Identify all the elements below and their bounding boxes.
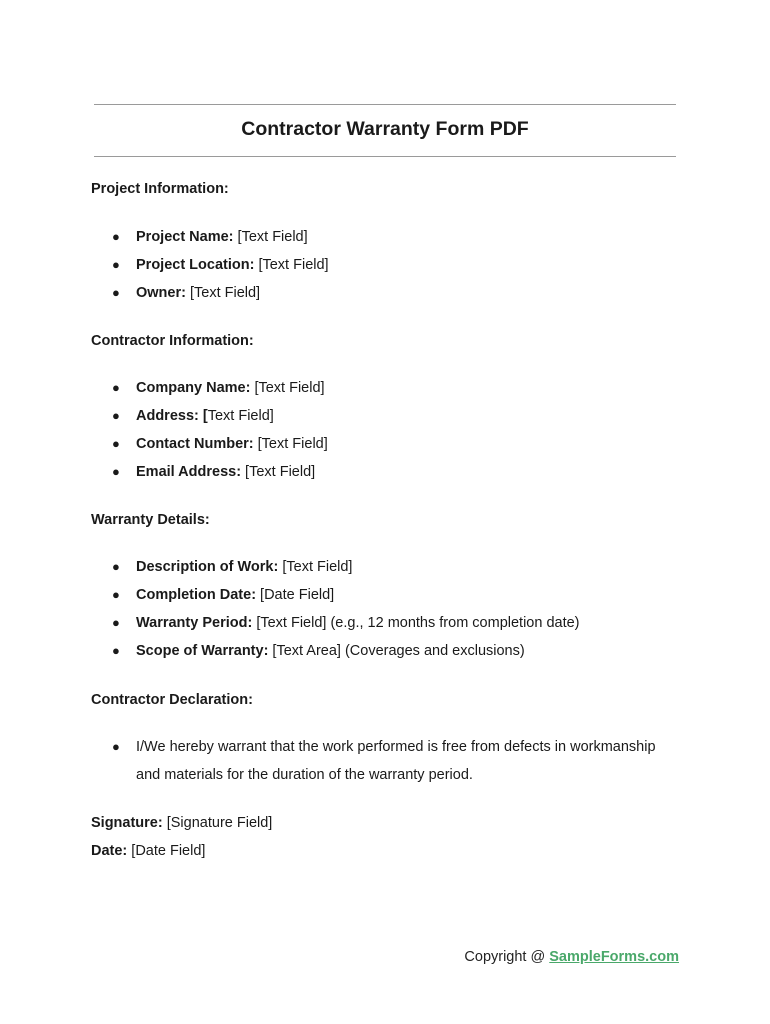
field-value: [Text Field] [253,436,328,452]
copyright-prefix: Copyright @ [464,949,550,965]
signature-value: [Signature Field] [162,815,273,831]
field-value: [Text Field] [250,380,325,396]
field-label: Warranty Period: [136,615,253,631]
field-label: Email Address: [136,464,242,480]
field-value: [Date Field] [256,587,335,603]
bullet-icon: ● [112,436,120,451]
field-value: [Text Field] [278,559,353,575]
title-top-rule [94,104,676,105]
field-value: [Text Area] (Coverages and exclusions) [268,643,525,659]
field-label: Address: [ [136,408,208,424]
list-item [91,553,691,581]
field-label: Project Name: [136,229,234,245]
project-info-list [91,223,691,307]
field-value: [Text Field] [185,285,261,301]
bullet-icon: ● [112,380,120,395]
list-item [91,374,691,402]
list-item [91,223,691,251]
copyright-footer [464,949,679,965]
field-value: Text Field] [207,408,274,424]
list-item [91,637,691,665]
title-bottom-rule [94,156,676,157]
list-item [91,458,691,486]
bullet-icon: ● [112,643,120,658]
signature-line [91,809,272,837]
field-label: Scope of Warranty: [136,643,269,659]
list-item [91,279,691,307]
bullet-icon: ● [112,257,120,272]
field-value: [Text Field] (e.g., 12 months from completion date) [252,615,580,631]
field-label: Owner: [136,285,186,301]
bullet-icon: ● [112,408,120,423]
declaration-statement: I/We hereby warrant that the work performed is free from defects in workmanship and materials for the duration of the warranty period. [136,739,656,783]
contractor-info-list [91,374,691,486]
field-label: Completion Date: [136,587,257,603]
bullet-icon: ● [112,285,120,300]
bullet-icon: ● [112,229,120,244]
date-value: [Date Field] [127,843,206,859]
bullet-icon: ● [112,587,120,602]
list-item [91,609,691,637]
bullet-icon: ● [112,559,120,574]
project-info-heading: Project Information: [91,181,229,197]
field-value: [Text Field] [241,464,316,480]
declaration-heading: Contractor Declaration: [91,692,253,708]
brand-link[interactable]: SampleForms.com [549,949,679,965]
list-item [91,581,691,609]
contractor-info-heading: Contractor Information: [91,333,254,349]
list-item [91,430,691,458]
list-item [91,402,691,430]
field-label: Description of Work: [136,559,279,575]
field-label: Project Location: [136,257,255,273]
bullet-icon: ● [112,615,120,630]
field-label: Company Name: [136,380,251,396]
field-label: Contact Number: [136,436,254,452]
bullet-icon: ● [112,739,120,754]
document-title: Contractor Warranty Form PDF [241,118,529,140]
declaration-list [91,733,681,789]
field-value: [Text Field] [233,229,308,245]
bullet-icon: ● [112,464,120,479]
list-item [91,733,681,789]
warranty-details-list [91,553,691,665]
list-item [91,251,691,279]
date-line [91,837,205,865]
date-label: Date: [91,843,128,859]
signature-label: Signature: [91,815,163,831]
warranty-details-heading: Warranty Details: [91,512,210,528]
field-value: [Text Field] [254,257,329,273]
